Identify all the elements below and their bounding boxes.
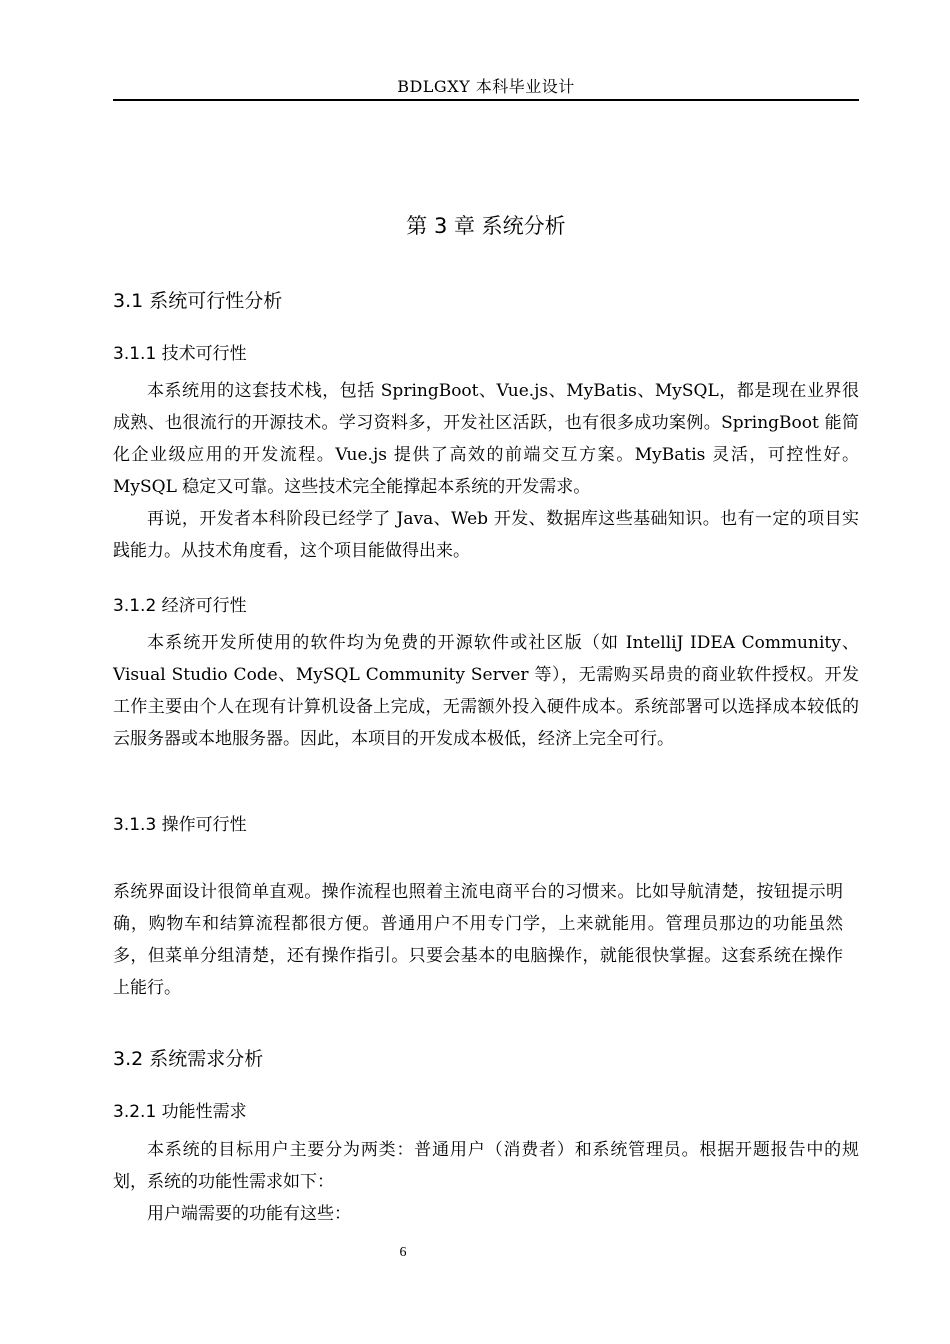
section-heading-3-2: 3.2 系统需求分析	[113, 1048, 264, 1070]
section-heading-3-2-1: 3.2.1 功能性需求	[113, 1102, 247, 1122]
paragraph-functional-requirements-2: 用户端需要的功能有这些：	[147, 1204, 351, 1224]
page-header: BDLGXY 本科毕业设计	[397, 77, 575, 96]
paragraph-functional-requirements-1: 本系统的目标用户主要分为两类：普通用户（消费者）和系统管理员。根据开题报告中的规划，系统的功能性需求如下：	[113, 1140, 859, 1192]
section-heading-3-1-2: 3.1.2 经济可行性	[113, 596, 247, 616]
page-number: 6	[399, 1245, 407, 1260]
section-heading-3-1: 3.1 系统可行性分析	[113, 290, 283, 312]
paragraph-operational-feasibility: 系统界面设计很简单直观。操作流程也照着主流电商平台的习惯来。比如导航清楚，按钮提示明确，购物车和结算流程都很方便。普通用户不用专门学，上来就能用。管理员那边的功能虽然多，但菜单分组清楚，还有操作指引。只要会基本的电脑操作，就能很快掌握。这套系统在操作上能行。	[113, 882, 843, 998]
paragraph-economic-feasibility: 本系统开发所使用的软件均为免费的开源软件或社区版（如 IntelliJ IDEA Community、Visual Studio Code、MySQL Community Server 等），无需购买昂贵的商业软件授权。开发工作主要由个人在现有计算机设备上完成，无需额外投入硬件成本。系统部署可以选择成本较低的云服务器或本地服务器。因此，本项目的开发成本极低，经济上完全可行。	[113, 633, 859, 749]
section-heading-3-1-1: 3.1.1 技术可行性	[113, 344, 247, 364]
paragraph-tech-feasibility-2: 再说，开发者本科阶段已经学了 Java、Web 开发、数据库这些基础知识。也有一定的项目实践能力。从技术角度看，这个项目能做得出来。	[113, 509, 859, 561]
header-rule	[113, 99, 859, 101]
chapter-title: 第 3 章 系统分析	[406, 214, 566, 238]
paragraph-tech-feasibility-1: 本系统用的这套技术栈，包括 SpringBoot、Vue.js、MyBatis、MySQL，都是现在业界很成熟、也很流行的开源技术。学习资料多，开发社区活跃，也有很多成功案例。SpringBoot 能简化企业级应用的开发流程。Vue.js 提供了高效的前端交互方案。MyBatis 灵活，可控性好。MySQL 稳定又可靠。这些技术完全能撑起本系统的开发需求。	[113, 381, 859, 497]
section-heading-3-1-3: 3.1.3 操作可行性	[113, 815, 247, 835]
